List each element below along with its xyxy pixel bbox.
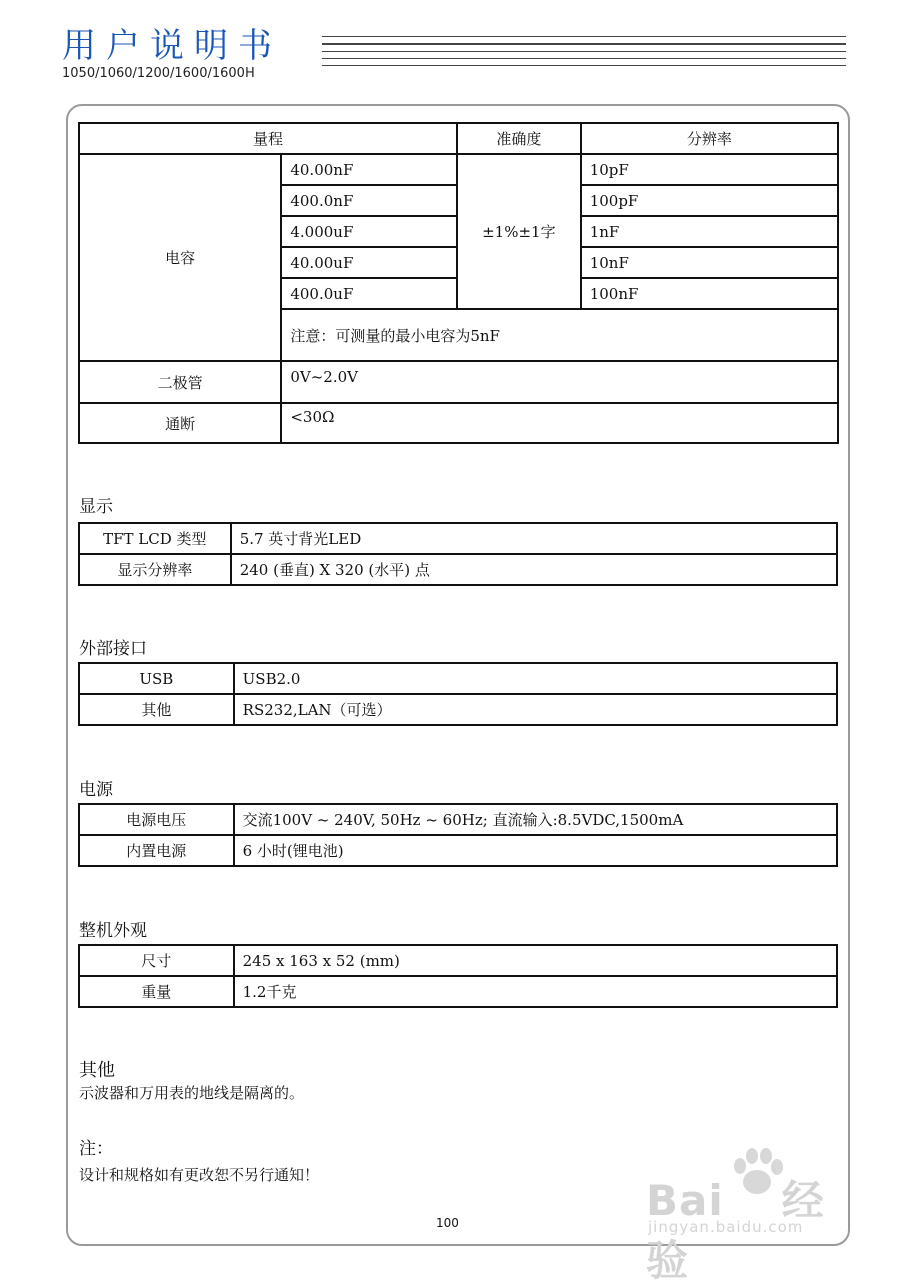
note-heading: 注： bbox=[79, 1139, 113, 1159]
range-cell: 400.0nF bbox=[281, 185, 457, 216]
power-heading: 电源 bbox=[79, 780, 113, 800]
spec-label: TFT LCD 类型 bbox=[79, 523, 231, 554]
accuracy-header: 准确度 bbox=[457, 123, 581, 154]
display-heading: 显示 bbox=[79, 497, 113, 517]
table-row bbox=[79, 554, 837, 585]
spec-label: 尺寸 bbox=[79, 945, 234, 976]
spec-label: 显示分辨率 bbox=[79, 554, 231, 585]
capacitance-note: 注意：可测量的最小电容为5nF bbox=[281, 309, 838, 361]
table-row bbox=[79, 804, 837, 835]
table-row bbox=[79, 361, 838, 403]
header-rule-lines bbox=[322, 36, 846, 72]
spec-value: 交流100V ~ 240V, 50Hz ~ 60Hz; 直流输入:8.5VDC,1500mA bbox=[234, 804, 837, 835]
continuity-label: 通断 bbox=[79, 403, 281, 443]
spec-value: 1.2千克 bbox=[234, 976, 837, 1007]
diode-label: 二极管 bbox=[79, 361, 281, 403]
resolution-cell: 10pF bbox=[581, 154, 838, 185]
spec-label: 其他 bbox=[79, 694, 234, 725]
watermark-url: jingyan.baidu.com bbox=[648, 1218, 804, 1236]
diode-value: 0V~2.0V bbox=[281, 361, 838, 403]
interface-table bbox=[78, 662, 838, 726]
capacitance-label: 电容 bbox=[79, 154, 281, 361]
spec-value: 5.7 英寸背光LED bbox=[231, 523, 837, 554]
appearance-table bbox=[78, 944, 838, 1008]
range-cell: 4.000uF bbox=[281, 216, 457, 247]
watermark-brand-tail: 经验 bbox=[646, 1176, 825, 1285]
range-cell: 40.00uF bbox=[281, 247, 457, 278]
spec-value: 245 x 163 x 52 (mm) bbox=[234, 945, 837, 976]
continuity-value: <30Ω bbox=[281, 403, 838, 443]
table-row bbox=[79, 976, 837, 1007]
interface-heading: 外部接口 bbox=[79, 639, 147, 659]
table-row bbox=[79, 403, 838, 443]
spec-label: 电源电压 bbox=[79, 804, 234, 835]
resolution-cell: 100nF bbox=[581, 278, 838, 309]
other-heading: 其他 bbox=[79, 1060, 115, 1081]
range-header: 量程 bbox=[79, 123, 457, 154]
spec-value: 240 (垂直) X 320 (水平) 点 bbox=[231, 554, 837, 585]
appearance-heading: 整机外观 bbox=[79, 921, 147, 941]
range-cell: 400.0uF bbox=[281, 278, 457, 309]
table-row bbox=[79, 154, 838, 185]
table-row bbox=[79, 945, 837, 976]
table-row bbox=[79, 663, 837, 694]
watermark-brand: Bai bbox=[646, 1176, 724, 1225]
model-numbers: 1050/1060/1200/1600/1600H bbox=[62, 66, 255, 81]
table-row bbox=[79, 835, 837, 866]
resolution-cell: 1nF bbox=[581, 216, 838, 247]
resolution-cell: 100pF bbox=[581, 185, 838, 216]
power-table bbox=[78, 803, 838, 867]
range-cell: 40.00nF bbox=[281, 154, 457, 185]
display-table bbox=[78, 522, 838, 586]
spec-label: 重量 bbox=[79, 976, 234, 1007]
spec-label: USB bbox=[79, 663, 234, 694]
capacitance-accuracy: ±1%±1字 bbox=[457, 154, 581, 309]
table-row bbox=[79, 694, 837, 725]
spec-label: 内置电源 bbox=[79, 835, 234, 866]
spec-value: 6 小时(锂电池) bbox=[234, 835, 837, 866]
spec-value: USB2.0 bbox=[234, 663, 837, 694]
other-text: 示波器和万用表的地线是隔离的。 bbox=[79, 1084, 305, 1102]
manual-title: 用户说明书 bbox=[62, 26, 282, 66]
page-number: 100 bbox=[436, 1216, 459, 1230]
spec-value: RS232,LAN（可选） bbox=[234, 694, 837, 725]
resolution-cell: 10nF bbox=[581, 247, 838, 278]
note-text: 设计和规格如有更改恕不另行通知！ bbox=[79, 1166, 320, 1184]
table-row bbox=[79, 523, 837, 554]
resolution-header: 分辨率 bbox=[581, 123, 838, 154]
baidu-watermark bbox=[646, 1154, 856, 1285]
spec-table bbox=[78, 122, 839, 444]
spec-header-row bbox=[79, 123, 838, 154]
